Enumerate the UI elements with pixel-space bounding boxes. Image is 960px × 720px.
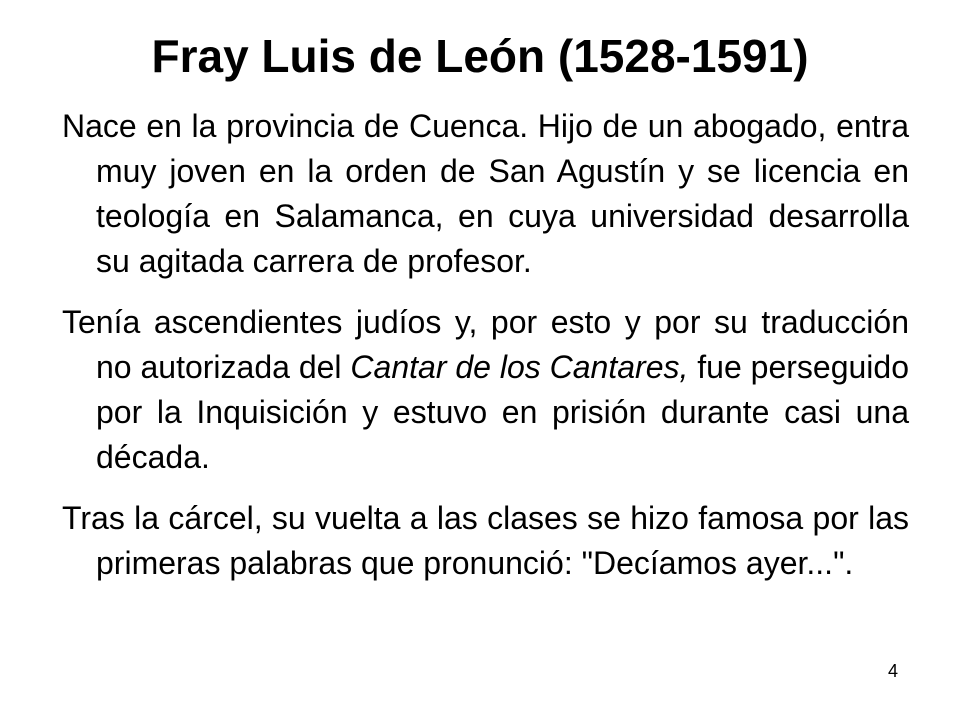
paragraph-text: fue perseguido por la Inquisición y estuvo en prisión durante casi una década. — [96, 349, 910, 475]
paragraph-birth — [62, 104, 909, 284]
paragraph-return — [62, 496, 909, 586]
page-number: 4 — [887, 661, 898, 681]
paragraph-inquisition — [62, 300, 909, 480]
slide-body — [62, 104, 909, 602]
paragraph-text: Tenía ascendientes judíos y, por esto y por su traducción no autorizada del — [62, 304, 909, 385]
paragraph-text: Tras la cárcel, su vuelta a las clases se hizo famosa por las primeras palabras que pronunció: "Decíamos ayer...". — [62, 500, 909, 581]
work-title: Cantar de los Cantares, — [350, 349, 689, 385]
paragraph-text: Nace en la provincia de Cuenca. Hijo de un abogado, entra muy joven en la orden de San Agustín y se licencia en teología en Salamanca, en cuya universidad desarrolla su agitada carrera de profesor. — [62, 108, 909, 279]
slide-title: Fray Luis de León (1528-1591) — [151, 30, 809, 82]
